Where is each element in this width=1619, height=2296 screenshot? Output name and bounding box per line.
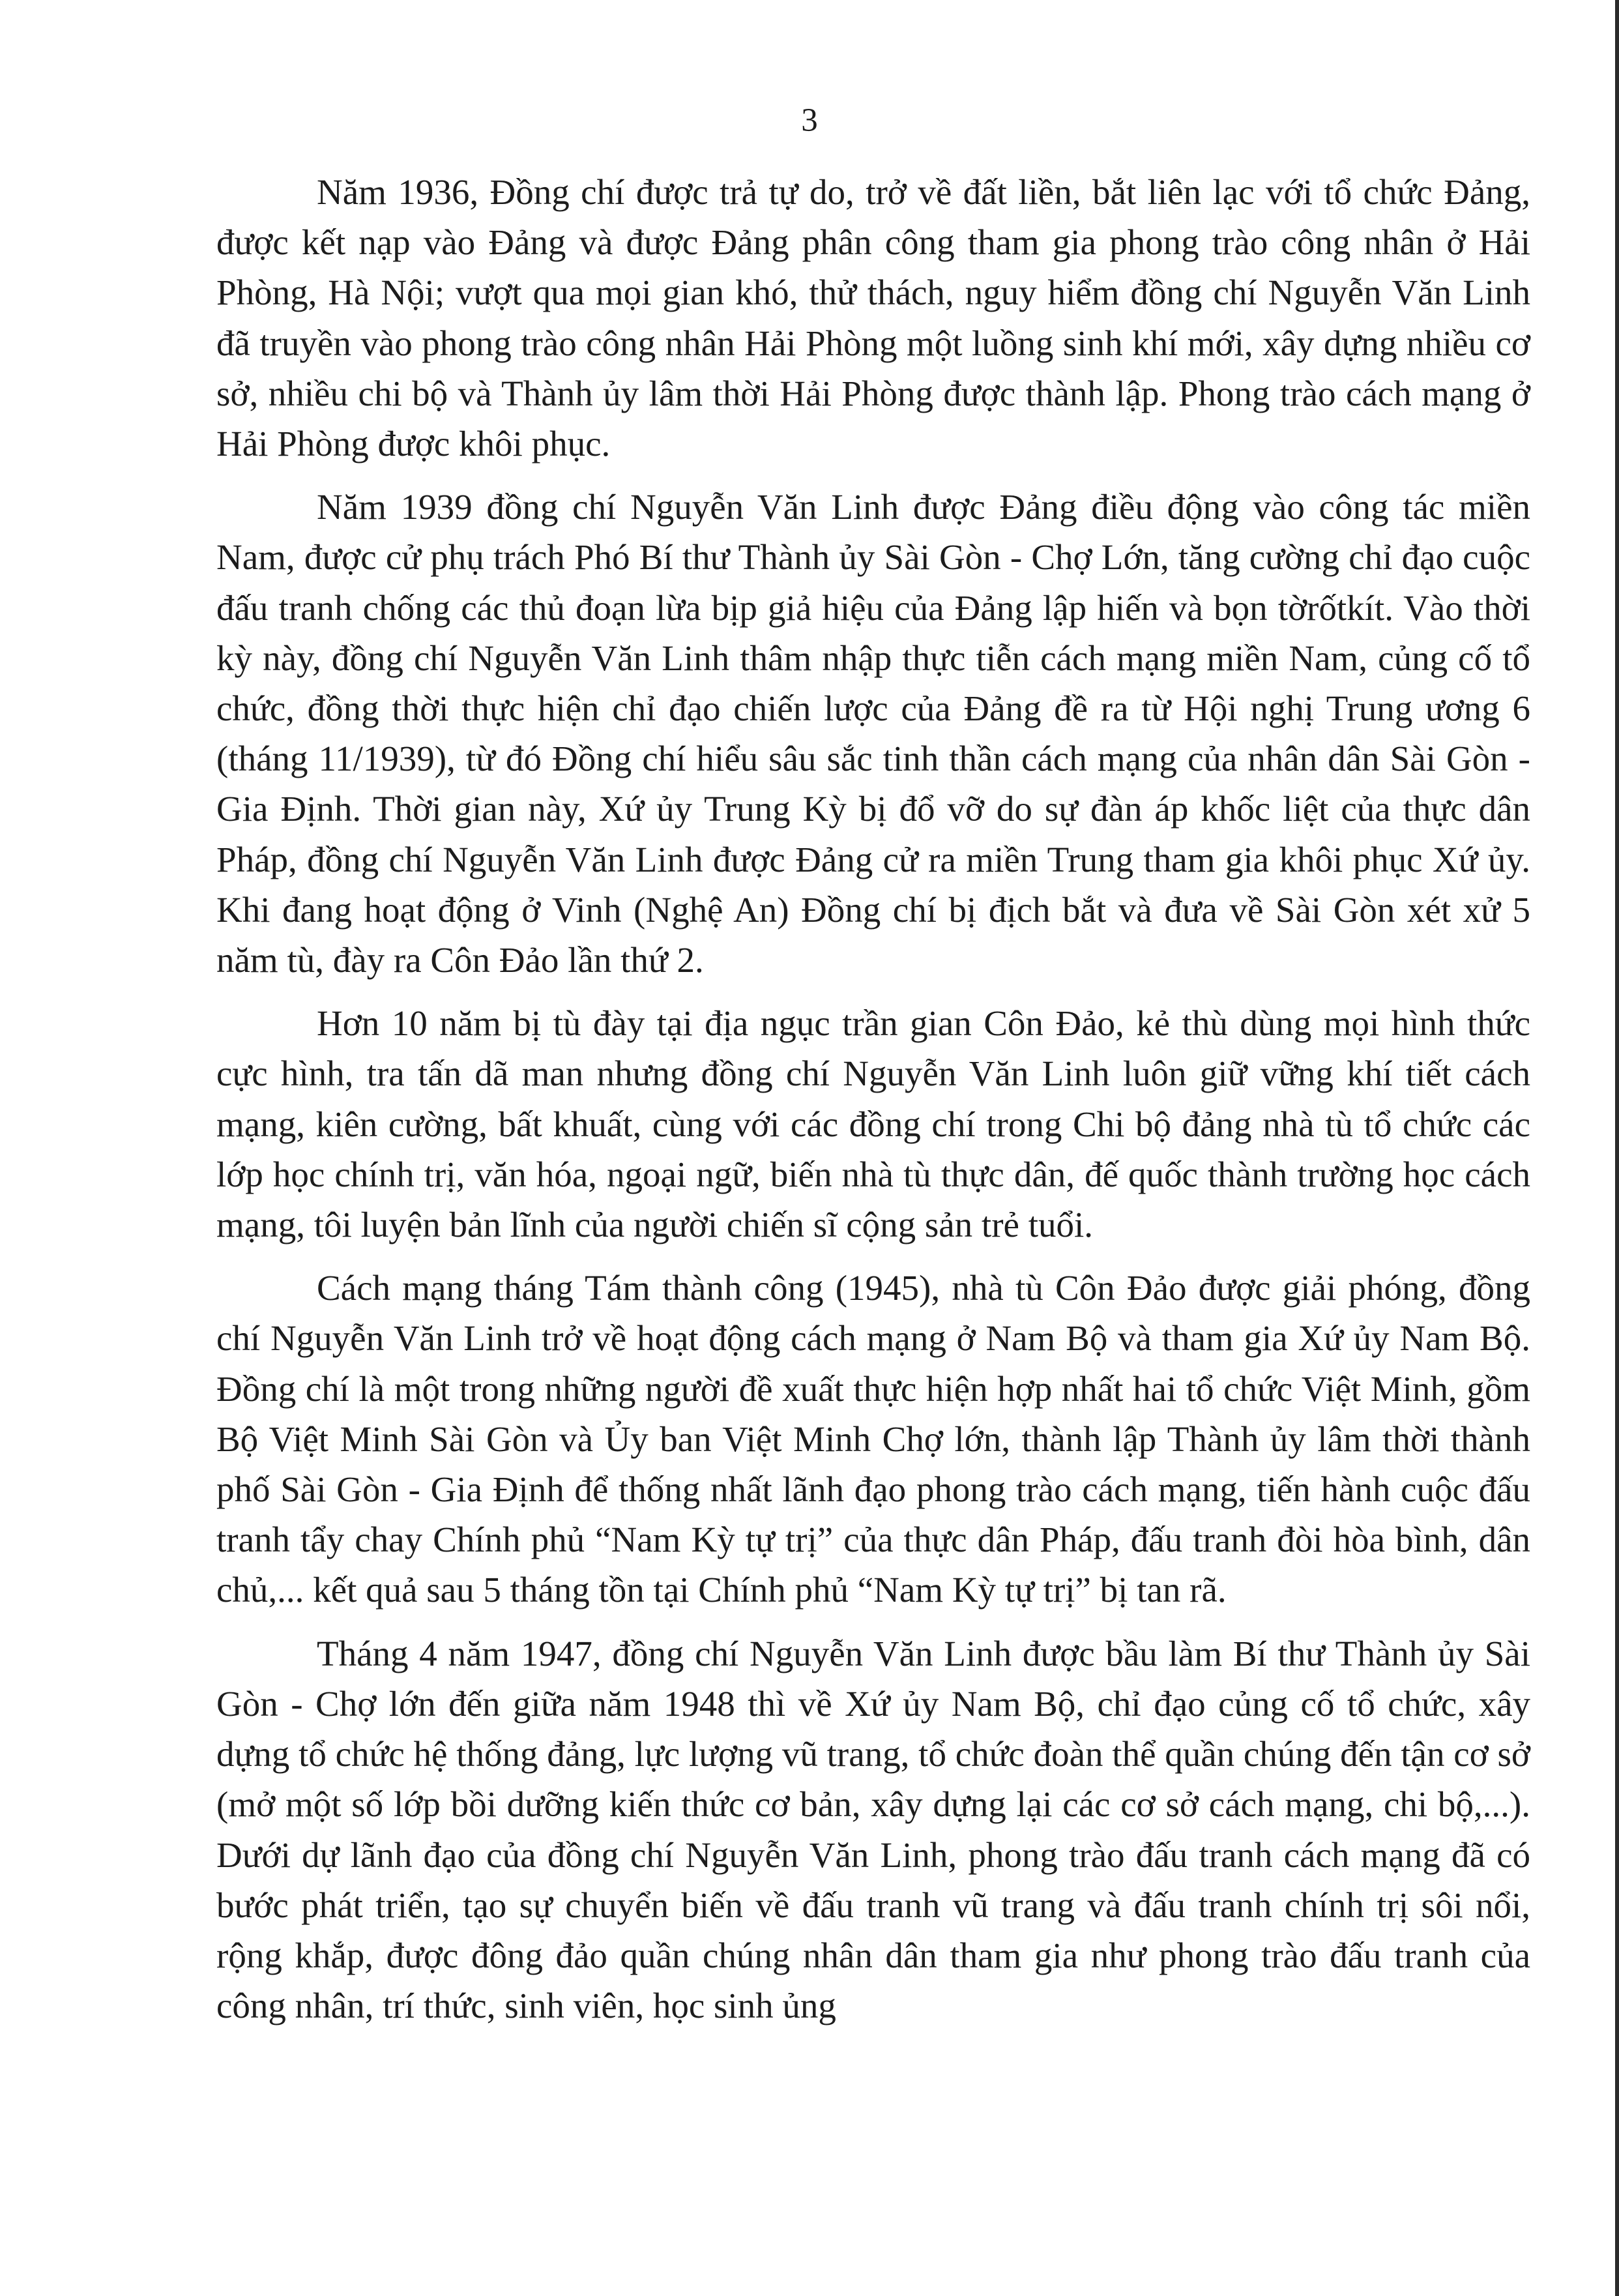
scan-border [1615, 0, 1619, 2296]
paragraph-5: Tháng 4 năm 1947, đồng chí Nguyễn Văn Linh được bầu làm Bí thư Thành ủy Sài Gòn - Chợ lớn đến giữa năm 1948 thì về Xứ ủy Nam Bộ, chỉ đạo củng cố tổ chức, xây dựng tổ chức hệ thống đảng, lực lượng vũ trang, tổ chức đoàn thể quần chúng đến tận cơ sở (mở một số lớp bồi dưỡng kiến thức cơ bản, xây dựng lại các cơ sở cách mạng, chi bộ,...). Dưới dự lãnh đạo của đồng chí Nguyễn Văn Linh, phong trào đấu tranh cách mạng đã có bước phát triển, tạo sự chuyển biến về đấu tranh vũ trang và đấu tranh chính trị sôi nổi, rộng khắp, được đông đảo quần chúng nhân dân tham gia như phong trào đấu tranh của công nhân, trí thức, sinh viên, học sinh ủng [216, 1633, 1530, 2026]
paragraph-1: Năm 1936, Đồng chí được trả tự do, trở về đất liền, bắt liên lạc với tổ chức Đảng, được kết nạp vào Đảng và được Đảng phân công tham gia phong trào công nhân ở Hải Phòng, Hà Nội; vượt qua mọi gian khó, thử thách, nguy hiểm đồng chí Nguyễn Văn Linh đã truyền vào phong trào công nhân Hải Phòng một luồng sinh khí mới, xây dựng nhiều cơ sở, nhiều chi bộ và Thành ủy lâm thời Hải Phòng được thành lập. Phong trào cách mạng ở Hải Phòng được khôi phục. [216, 172, 1530, 464]
page-number: 3 [801, 102, 818, 139]
body-text [216, 167, 1530, 2044]
paragraph-2: Năm 1939 đồng chí Nguyễn Văn Linh được Đảng điều động vào công tác miền Nam, được cử phụ trách Phó Bí thư Thành ủy Sài Gòn - Chợ Lớn, tăng cường chỉ đạo cuộc đấu tranh chống các thủ đoạn lừa bịp giả hiệu của Đảng lập hiến và bọn tờrốtkít. Vào thời kỳ này, đồng chí Nguyễn Văn Linh thâm nhập thực tiễn cách mạng miền Nam, củng cố tổ chức, đồng thời thực hiện chỉ đạo chiến lược của Đảng đề ra từ Hội nghị Trung ương 6 (tháng 11/1939), từ đó Đồng chí hiểu sâu sắc tinh thần cách mạng của nhân dân Sài Gòn - Gia Định. Thời gian này, Xứ ủy Trung Kỳ bị đổ vỡ do sự đàn áp khốc liệt của thực dân Pháp, đồng chí Nguyễn Văn Linh được Đảng cử ra miền Trung tham gia khôi phục Xứ ủy. Khi đang hoạt động ở Vinh (Nghệ An) Đồng chí bị địch bắt và đưa về Sài Gòn xét xử 5 năm tù, đày ra Côn Đảo lần thứ 2. [216, 487, 1530, 980]
paragraph-3: Hơn 10 năm bị tù đày tại địa ngục trần gian Côn Đảo, kẻ thù dùng mọi hình thức cực hình, tra tấn dã man nhưng đồng chí Nguyễn Văn Linh luôn giữ vững khí tiết cách mạng, kiên cường, bất khuất, cùng với các đồng chí trong Chi bộ đảng nhà tù tổ chức các lớp học chính trị, văn hóa, ngoại ngữ, biến nhà tù thực dân, đế quốc thành trường học cách mạng, tôi luyện bản lĩnh của người chiến sĩ cộng sản trẻ tuổi. [216, 1003, 1530, 1245]
paragraph-4: Cách mạng tháng Tám thành công (1945), nhà tù Côn Đảo được giải phóng, đồng chí Nguyễn Văn Linh trở về hoạt động cách mạng ở Nam Bộ và tham gia Xứ ủy Nam Bộ. Đồng chí là một trong những người đề xuất thực hiện hợp nhất hai tổ chức Việt Minh, gồm Bộ Việt Minh Sài Gòn và Ủy ban Việt Minh Chợ lớn, thành lập Thành ủy lâm thời thành phố Sài Gòn - Gia Định để thống nhất lãnh đạo phong trào cách mạng, tiến hành cuộc đấu tranh tẩy chay Chính phủ “Nam Kỳ tự trị” của thực dân Pháp, đấu tranh đòi hòa bình, dân chủ,... kết quả sau 5 tháng tồn tại Chính phủ “Nam Kỳ tự trị” bị tan rã. [216, 1268, 1530, 1610]
